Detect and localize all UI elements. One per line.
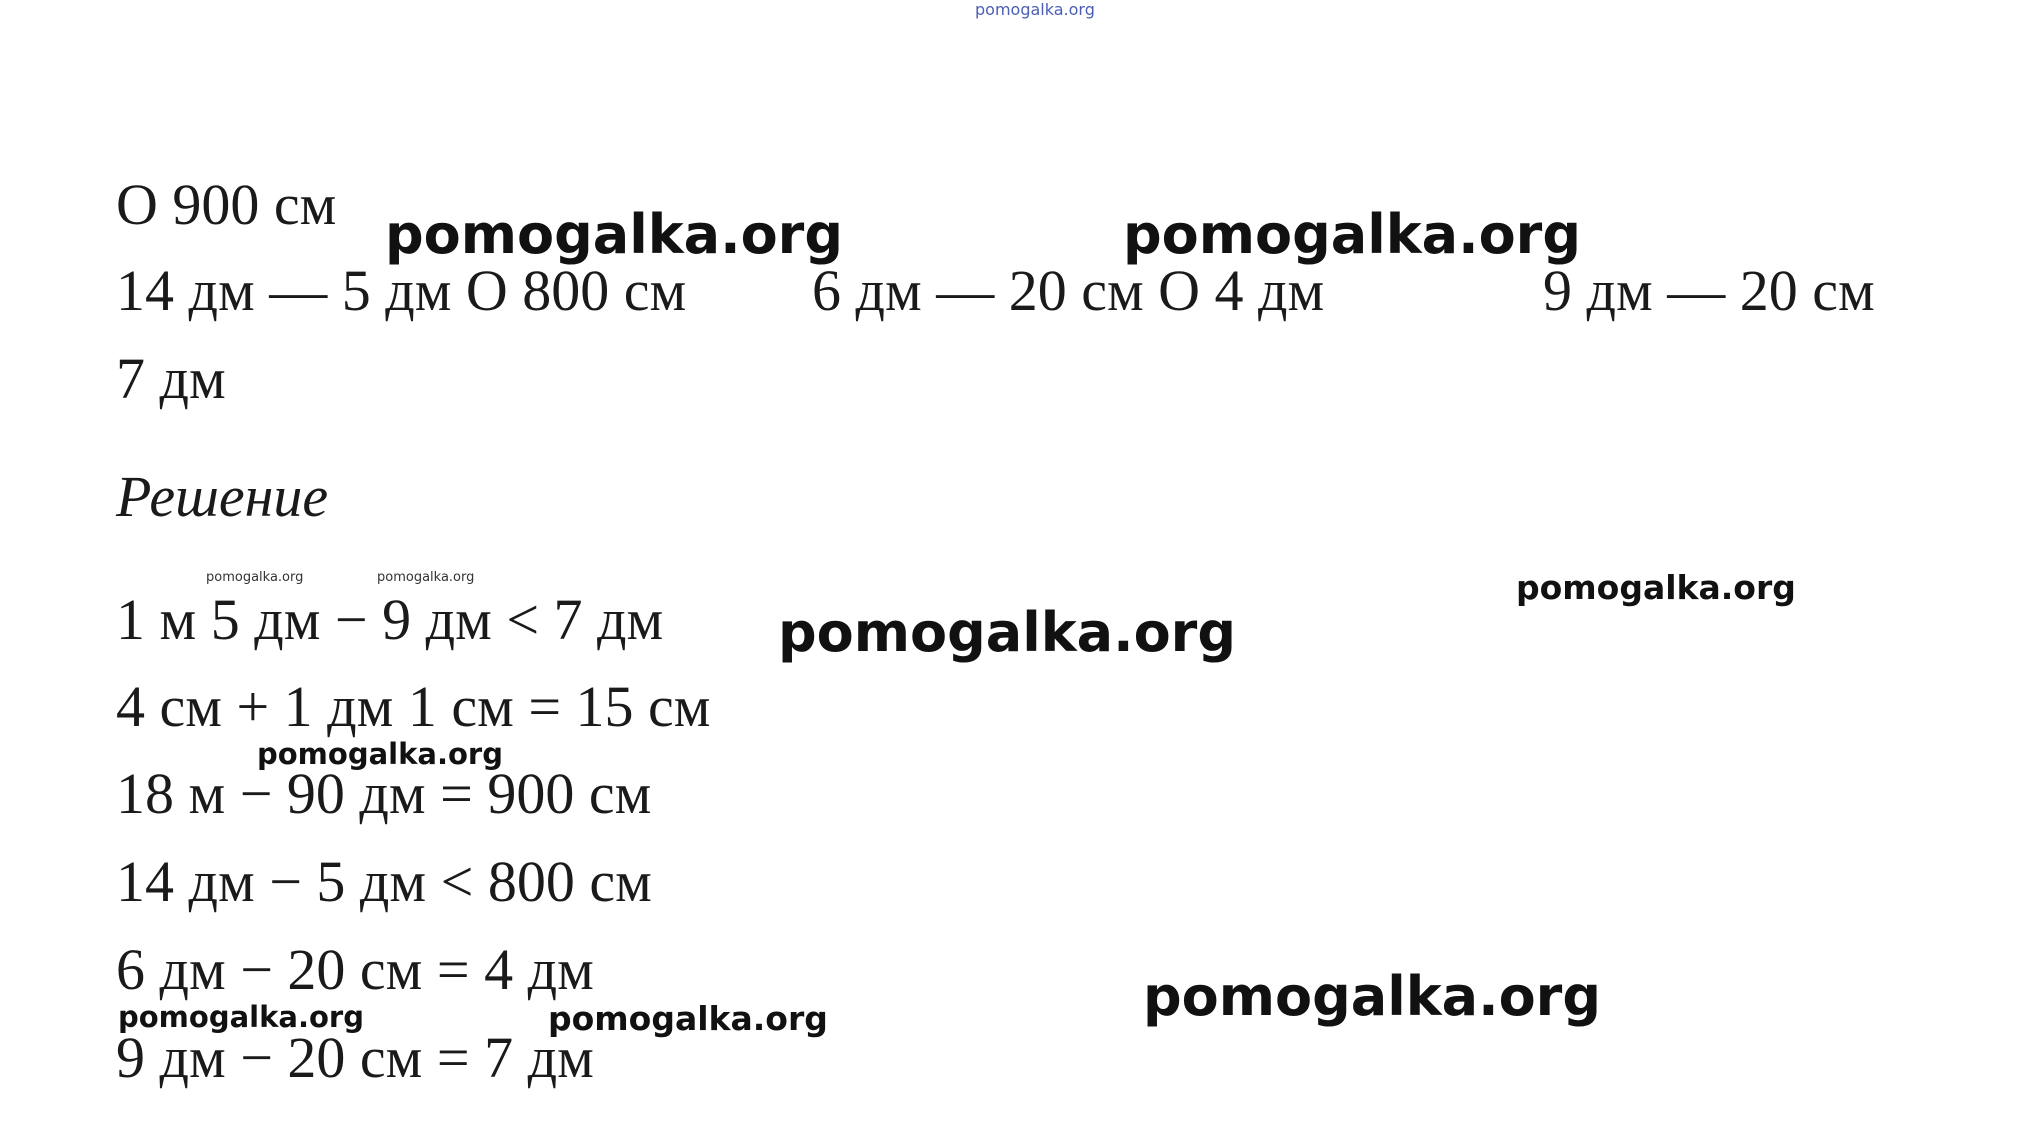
task-line-2-col-3: 9 дм — 20 см — [1543, 258, 1875, 323]
task-line-3: 7 дм — [116, 346, 226, 411]
watermark: pomogalka.org — [1123, 203, 1581, 266]
solution-heading: Решение — [116, 464, 329, 529]
watermark: pomogalka.org — [385, 203, 843, 266]
watermark: pomogalka.org — [548, 999, 828, 1038]
solution-line: 9 дм − 20 см = 7 дм — [116, 1025, 594, 1090]
solution-line: 1 м 5 дм − 9 дм < 7 дм — [116, 587, 664, 652]
task-line-2-col-1: 14 дм — 5 дм О 800 см — [116, 258, 687, 323]
solution-line: 18 м − 90 дм = 900 см — [116, 761, 652, 826]
watermark: pomogalka.org — [778, 601, 1236, 664]
watermark: pomogalka.org — [118, 1000, 364, 1034]
solution-line: 6 дм − 20 см = 4 дм — [116, 937, 594, 1002]
watermark: pomogalka.org — [1516, 568, 1796, 607]
watermark: pomogalka.org — [377, 570, 475, 585]
task-line-1: О 900 см — [116, 172, 337, 237]
task-line-2-col-2: 6 дм — 20 см О 4 дм — [812, 258, 1325, 323]
watermark: pomogalka.org — [257, 737, 503, 771]
watermark: pomogalka.org — [206, 570, 304, 585]
watermark: pomogalka.org — [1143, 965, 1601, 1028]
solution-line: 4 см + 1 дм 1 см = 15 см — [116, 674, 711, 739]
solution-line: 14 дм − 5 дм < 800 см — [116, 849, 652, 914]
header-watermark: pomogalka.org — [975, 0, 1095, 19]
